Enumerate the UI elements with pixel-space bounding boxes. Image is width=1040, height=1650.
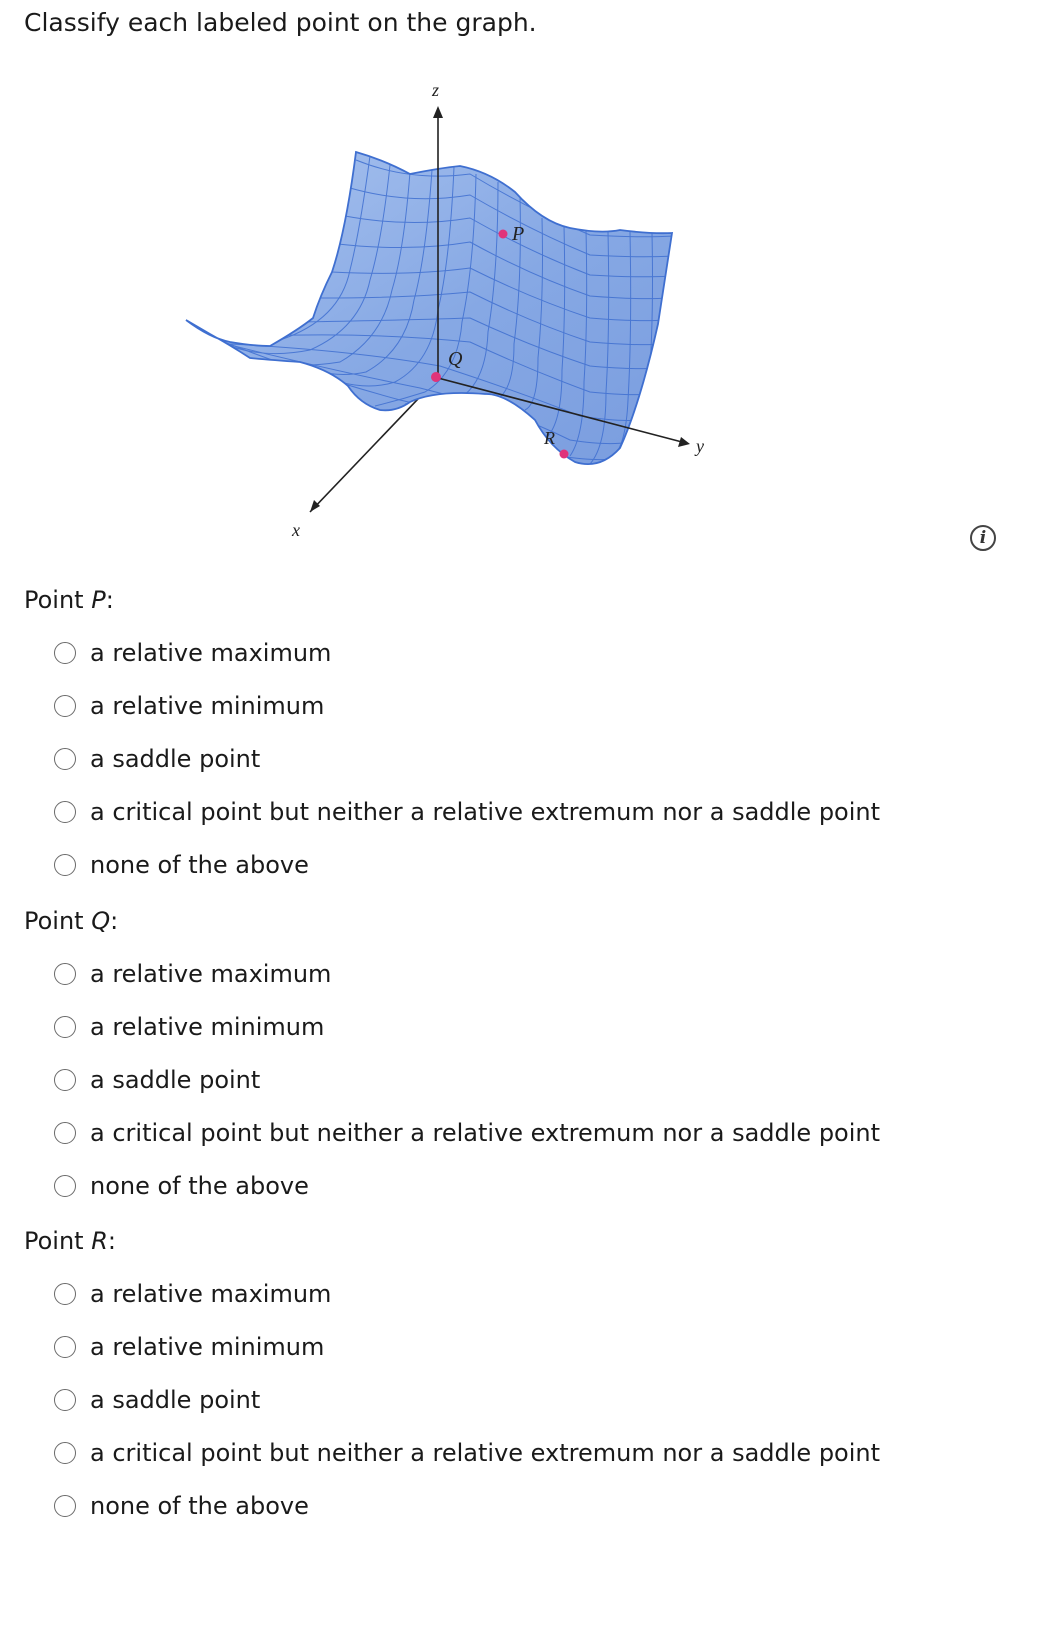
option-r-relative-maximum[interactable] [24,1267,880,1320]
x-axis-label: x [292,520,300,540]
option-q-relative-maximum[interactable] [24,947,880,1000]
point-p-marker [499,230,508,239]
surface-graph-figure [170,70,730,550]
surface-graph [170,70,730,550]
question-point-q [24,905,880,1212]
question-label-p: Point P: [24,586,114,614]
point-q-label: Q [448,348,463,370]
option-p-none[interactable] [24,838,880,891]
option-r-relative-minimum[interactable] [24,1320,880,1373]
radio-button[interactable] [54,801,76,823]
option-p-saddle-point[interactable] [24,732,880,785]
option-r-critical-point[interactable] [24,1426,880,1479]
option-label: a relative maximum [90,959,332,988]
option-label: a critical point but neither a relative extremum nor a saddle point [90,1118,881,1147]
radio-button[interactable] [54,1122,76,1144]
option-label: a saddle point [90,1385,261,1414]
question-label-r: Point R: [24,1227,116,1255]
option-label: none of the above [90,1491,309,1520]
option-r-saddle-point[interactable] [24,1373,880,1426]
option-q-relative-minimum[interactable] [24,1000,880,1053]
point-p-label: P [512,223,525,245]
radio-button[interactable] [54,695,76,717]
option-label: a relative minimum [90,1012,325,1041]
info-icon[interactable]: i [970,525,996,551]
option-label: a relative minimum [90,1332,325,1361]
option-p-critical-point[interactable] [24,785,880,838]
surface-mesh [186,152,675,464]
option-r-none[interactable] [24,1479,880,1532]
option-q-saddle-point[interactable] [24,1053,880,1106]
option-label: none of the above [90,1171,309,1200]
radio-button[interactable] [54,1336,76,1358]
z-axis-label: z [432,80,440,100]
z-axis-arrow-icon [433,106,443,118]
radio-button[interactable] [54,748,76,770]
question-label-q: Point Q: [24,907,119,935]
radio-button[interactable] [54,1069,76,1091]
option-label: a relative maximum [90,638,332,667]
option-label: a relative minimum [90,691,325,720]
radio-button[interactable] [54,1175,76,1197]
option-label: a critical point but neither a relative extremum nor a saddle point [90,797,881,826]
option-p-relative-minimum[interactable] [24,679,880,732]
option-p-relative-maximum[interactable] [24,626,880,679]
option-label: a relative maximum [90,1279,332,1308]
question-prompt: Classify each labeled point on the graph. [24,8,537,37]
option-label: a critical point but neither a relative extremum nor a saddle point [90,1438,881,1467]
option-label: a saddle point [90,1065,261,1094]
radio-button[interactable] [54,1283,76,1305]
option-q-none[interactable] [24,1159,880,1212]
radio-button[interactable] [54,1389,76,1411]
y-axis-arrow-icon [678,437,690,447]
x-axis-arrow-icon [310,500,320,512]
option-label: none of the above [90,850,309,879]
radio-button[interactable] [54,642,76,664]
question-point-p [24,584,880,891]
point-r-label: R [544,428,555,448]
radio-button[interactable] [54,1495,76,1517]
radio-button[interactable] [54,854,76,876]
radio-button[interactable] [54,1442,76,1464]
radio-button[interactable] [54,963,76,985]
point-r-marker [560,450,569,459]
y-axis-label: y [696,436,704,456]
question-point-r [24,1225,880,1532]
point-q-marker [431,372,441,382]
radio-button[interactable] [54,1016,76,1038]
option-q-critical-point[interactable] [24,1106,880,1159]
option-label: a saddle point [90,744,261,773]
